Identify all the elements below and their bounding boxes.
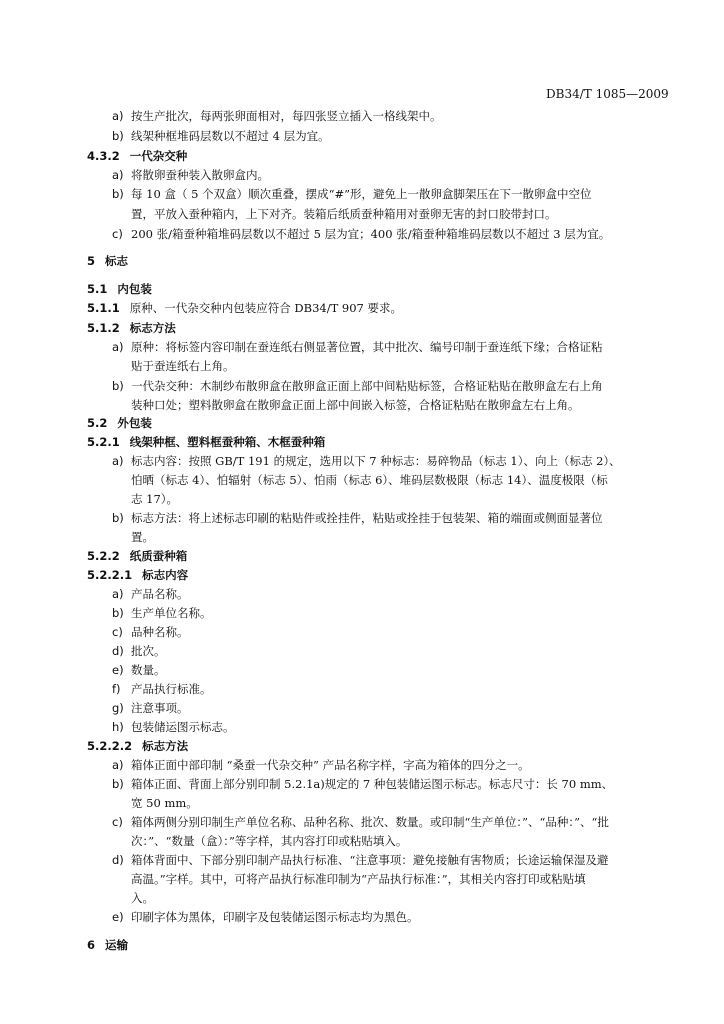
list-item-continuation: 次：”、“数量（盒）：”等字样，其内容打印或粘贴填入。	[131, 834, 408, 848]
list-item: e) 数量。	[112, 663, 166, 677]
list-item-continuation: 置。	[131, 530, 154, 544]
list-item-continuation: 宽 50 mm。	[131, 796, 198, 810]
list-item-continuation: 高温。”字样。其中，可将产品执行标准印制为“产品执行标准：”，其相关内容打印或粘贴填	[131, 872, 586, 886]
list-item: a) 按生产批次，每两张卵面相对，每四张竖立插入一格线架中。	[112, 109, 442, 123]
section-heading-5-2-2: 5.2.2 纸质蚕种箱	[87, 549, 188, 563]
list-item: b) 标志方法：将上述标志印刷的粘贴件或拴挂件，粘贴或拴挂于包装架、箱的端面或侧面显著位	[112, 511, 603, 525]
section-heading-5-2-2-1: 5.2.2.1 标志内容	[87, 568, 189, 582]
section-heading-5-2-1: 5.2.1 线架种框、塑料框蚕种箱、木框蚕种箱	[87, 435, 326, 449]
list-item: c) 品种名称。	[112, 625, 189, 639]
section-heading-5-1: 5.1 内包装	[87, 282, 152, 296]
list-item: b) 一代杂交种：木制纱布散卵盒在散卵盒正面上部中间粘贴标签，合格证粘贴在散卵盒左右上角	[112, 379, 603, 393]
list-item-continuation: 怕晒（标志 4）、怕辐射（标志 5）、怕雨（标志 6）、堆码层数极限（标志 14）、温度极限（标	[131, 473, 608, 487]
list-item-continuation: 志 17）。	[131, 492, 179, 506]
list-item: a) 原种：将标签内容印制在蚕连纸右侧显著位置，其中批次、编号印制于蚕连纸下缘；合格证粘	[112, 340, 603, 354]
list-item: a) 标志内容：按照 GB/T 191 的规定，选用以下 7 种标志：易碎物品（标志 1）、向上（标志 2）、	[112, 454, 621, 468]
section-heading-5-2-2-2: 5.2.2.2 标志方法	[87, 739, 189, 753]
list-item: b) 生产单位名称。	[112, 606, 212, 620]
section-heading-5-2: 5.2 外包装	[87, 416, 152, 430]
list-item: d) 箱体背面中、下部分别印制产品执行标准、“注意事项：避免接触有害物质；长途运输保湿及避	[112, 853, 609, 867]
section-heading-5: 5 标志	[87, 254, 129, 268]
list-item-continuation: 置，平放入蚕种箱内，上下对齐。装箱后纸质蚕种箱用对蚕卵无害的封口胶带封口。	[131, 207, 557, 221]
list-item: g) 注意事项。	[112, 701, 189, 715]
list-item-continuation: 入。	[131, 891, 154, 905]
list-item: c) 200 张/箱蚕种箱堆码层数以不超过 5 层为宜；400 张/箱蚕种箱堆码层数以不超过 3 层为宜。	[112, 227, 611, 241]
list-item: b) 箱体正面、背面上部分别印制 5.2.1a)规定的 7 种包装储运图示标志。标志尺寸：长 70 mm、	[112, 777, 614, 791]
section-heading-5-1-2: 5.1.2 标志方法	[87, 321, 176, 335]
list-item: c) 箱体两侧分别印制生产单位名称、品种名称、批次、数量。或印制“生产单位：”、“品种：”、“批	[112, 815, 609, 829]
list-item-continuation: 装种口处；塑料散卵盒在散卵盒正面上部中间嵌入标签，合格证粘贴在散卵盒左右上角。	[131, 398, 580, 412]
list-item: a) 箱体正面中部印制 “桑蚕一代杂交种” 产品名称字样，字高为箱体的四分之一。	[112, 758, 530, 772]
list-item: d) 批次。	[112, 644, 166, 658]
list-item: b) 线架种框堆码层数以不超过 4 层为宜。	[112, 129, 330, 143]
section-heading-6: 6 运输	[87, 938, 129, 952]
list-item: a) 产品名称。	[112, 587, 189, 601]
list-item: b) 每 10 盒（ 5 个双盒）顺次重叠，摆成“#”形，避免上一散卵盒脚架压在下一散卵盒中空位	[112, 187, 592, 201]
list-item: a) 将散卵蚕种装入散卵盒内。	[112, 168, 269, 182]
list-item: h) 包装储运图示标志。	[112, 720, 235, 734]
list-item-continuation: 贴于蚕连纸右上角。	[131, 359, 235, 373]
section-heading-4-3-2: 4.3.2 一代杂交种	[87, 149, 188, 163]
list-item: f) 产品执行标准。	[112, 682, 212, 696]
clause-5-1-1: 5.1.1 原种、一代杂交种内包装应符合 DB34/T 907 要求。	[87, 301, 403, 315]
list-item: e) 印刷字体为黑体，印刷字及包装储运图示标志均为黑色。	[112, 910, 419, 924]
document-code: DB34/T 1085—2009	[546, 87, 669, 101]
